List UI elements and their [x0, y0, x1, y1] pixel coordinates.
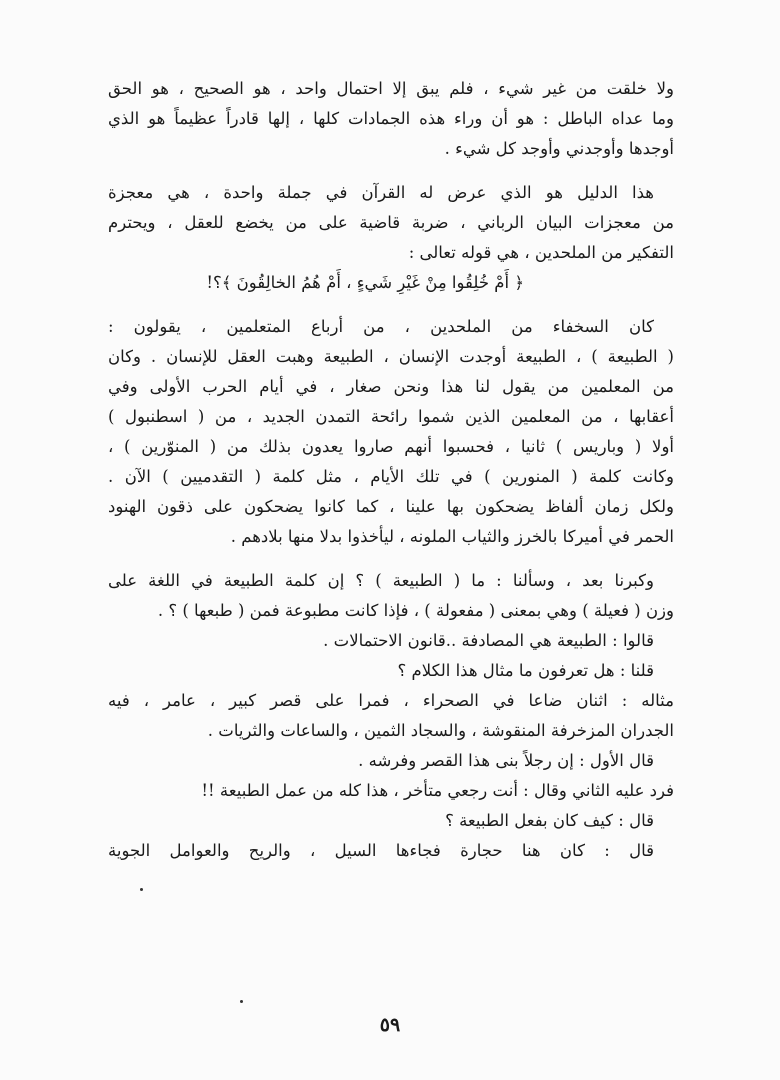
- dialogue-line: قال الأول : إن رجلاً بنى هذا القصر وفرشه .: [358, 751, 654, 770]
- text-line: ( الطبيعة ) ، الطبيعة أوجدت الإنسان ، الطبيعة وهبت العقل للإنسان . وكان: [108, 347, 674, 366]
- dialogue-line: قلنا : هل تعرفون ما مثال هذا الكلام ؟: [397, 661, 654, 680]
- text-line: كان السخفاء من الملحدين ، من أرباع المتعلمين ، يقولون :: [108, 317, 654, 336]
- dialogue-line: قالوا : الطبيعة هي المصادفة ..قانون الاحتمالات .: [323, 631, 654, 650]
- text-line: ولا خلقت من غير شيء ، فلم يبق إلا احتمال واحد ، هو الصحيح ، هو الحق: [108, 79, 674, 98]
- text-line: أوجدها وأوجدني وأوجد كل شيء .: [444, 139, 674, 158]
- text-line: وما عداه الباطل : هو أن وراء هذه الجمادات كلها ، إلها قادراً عظيماً هو الذي: [108, 109, 674, 128]
- text-line: أعقابها ، من المعلمين الذين شموا رائحة التمدن الجديد ، من ( اسطنبول ): [108, 407, 674, 426]
- ink-speck: [140, 888, 143, 891]
- dialogue-line: فرد عليه الثاني وقال : أنت رجعي متأخر ، هذا كله من عمل الطبيعة !!: [201, 781, 674, 800]
- text-line: الحمر في أميركا بالخرز والثياب الملونه ، ليأخذوا بدلا منها بلادهم .: [230, 527, 674, 546]
- text-line: من المعلمين من يقول لنا هذا ونحن صغار ، في أيام الحرب الأولى وفي: [108, 377, 674, 396]
- text-line: وزن ( فعيلة ) وهي بمعنى ( مفعولة ) ، فإذا كانت مطبوعة فمن ( طبعها ) ؟ .: [157, 601, 674, 620]
- text-line: الجدران المزخرفة المنقوشة ، والسجاد الثمين ، والساعات والثريات .: [207, 721, 674, 740]
- page-number: ٥٩: [379, 1014, 401, 1036]
- text-line: من معجزات البيان الرباني ، ضربة قاضية على من يخضع للعقل ، ويحترم: [108, 213, 674, 232]
- paragraph-1: [108, 74, 674, 164]
- text-line: أولا ( وباريس ) ثانيا ، فحسبوا أنهم صاروا يعدون بذلك من ( المنوّرين ) ،: [108, 437, 674, 456]
- paragraph-2: [108, 178, 674, 298]
- text-line: وكانت كلمة ( المنورين ) في تلك الأيام ، مثل كلمة ( التقدميين ) الآن .: [108, 467, 674, 486]
- quran-verse: ﴿ أَمْ خُلِقُوا مِنْ غَيْرِ شَيءٍ ، أَمْ هُمُ الخالِقُونَ ﴾؟!: [206, 273, 524, 292]
- text-line: هذا الدليل هو الذي عرض له القرآن في جملة واحدة ، هي معجزة: [108, 183, 654, 202]
- text-line: مثاله : اثنان ضاعا في الصحراء ، فمرا على قصر كبير ، عامر ، فيه: [108, 691, 674, 710]
- text-line: وكبرنا بعد ، وسألنا : ما ( الطبيعة ) ؟ إن كلمة الطبيعة في اللغة على: [108, 571, 654, 590]
- paragraph-3: [108, 312, 674, 552]
- ink-speck: [240, 1000, 243, 1003]
- text-column: [108, 74, 674, 866]
- dialogue-line: قال : كيف كان بفعل الطبيعة ؟: [445, 811, 654, 830]
- text-line: التفكير من الملحدين ، هي قوله تعالى :: [408, 243, 674, 262]
- dialogue-line: قال : كان هنا حجارة فجاءها السيل ، والريح والعوامل الجوية: [108, 841, 654, 860]
- paragraph-4: [108, 566, 674, 866]
- text-line: ولكل زمان ألفاظ يضحكون بها علينا ، كما كانوا يضحكون على ذقون الهنود: [108, 497, 674, 516]
